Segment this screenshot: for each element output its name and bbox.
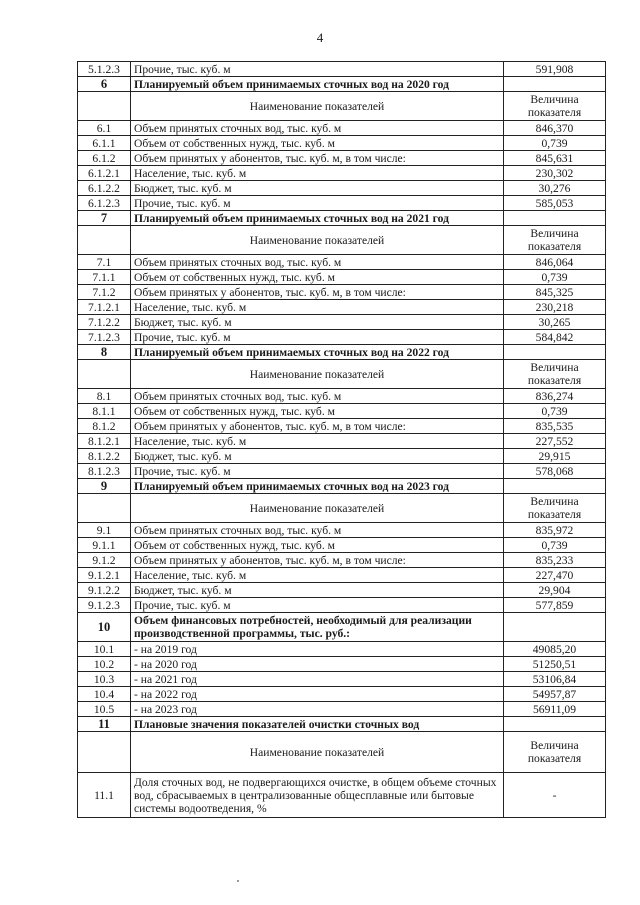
indicator-value-cell: 0,739	[504, 538, 606, 553]
indicator-name-cell: - на 2022 год	[131, 687, 504, 702]
row-number-cell: 5.1.2.3	[78, 62, 131, 77]
row-number-cell	[78, 92, 131, 121]
indicator-name-cell: Объем принятых у абонентов, тыс. куб. м, в том числе:	[131, 419, 504, 434]
indicator-name-cell: Объем принятых сточных вод, тыс. куб. м	[131, 255, 504, 270]
indicator-name-cell: Население, тыс. куб. м	[131, 434, 504, 449]
indicator-name-cell: Объем принятых сточных вод, тыс. куб. м	[131, 523, 504, 538]
indicator-name-cell: Бюджет, тыс. куб. м	[131, 583, 504, 598]
table-row	[78, 642, 606, 657]
indicator-value-cell: Величина показателя	[504, 494, 606, 523]
table-row	[78, 687, 606, 702]
row-number-cell: 8.1.2.1	[78, 434, 131, 449]
indicator-value-cell: 53106,84	[504, 672, 606, 687]
row-number-cell: 9.1.2.3	[78, 598, 131, 613]
table-row	[78, 181, 606, 196]
indicator-name-cell: Население, тыс. куб. м	[131, 166, 504, 181]
section-heading-row	[78, 613, 606, 642]
table-row	[78, 404, 606, 419]
indicator-value-cell: 51250,51	[504, 657, 606, 672]
indicator-value-cell: Величина показателя	[504, 92, 606, 121]
row-number-cell: 9	[78, 479, 131, 494]
indicator-value-cell: 835,535	[504, 419, 606, 434]
indicator-name-cell: Объем от собственных нужд, тыс. куб. м	[131, 270, 504, 285]
indicator-name-cell: Объем от собственных нужд, тыс. куб. м	[131, 538, 504, 553]
indicator-value-cell: 30,276	[504, 181, 606, 196]
indicator-name-cell: Объем принятых сточных вод, тыс. куб. м	[131, 121, 504, 136]
row-number-cell: 8.1.2.2	[78, 449, 131, 464]
row-number-cell: 8.1.2	[78, 419, 131, 434]
section-heading-row	[78, 479, 606, 494]
row-number-cell: 10	[78, 613, 131, 642]
table-row	[78, 270, 606, 285]
section-heading-row	[78, 77, 606, 92]
indicator-value-cell: 0,739	[504, 404, 606, 419]
indicator-name-cell: Планируемый объем принимаемых сточных вод на 2023 год	[131, 479, 504, 494]
section-heading-row	[78, 717, 606, 732]
row-number-cell: 10.5	[78, 702, 131, 717]
row-number-cell: 9.1	[78, 523, 131, 538]
row-number-cell: 6.1.2.3	[78, 196, 131, 211]
column-header-row	[78, 360, 606, 389]
indicator-name-cell: Наименование показателей	[131, 494, 504, 523]
column-header-row	[78, 92, 606, 121]
indicator-name-cell: Прочие, тыс. куб. м	[131, 330, 504, 345]
table-row	[78, 389, 606, 404]
indicator-value-cell: 227,470	[504, 568, 606, 583]
table-row	[78, 151, 606, 166]
page-number: 4	[316, 30, 324, 45]
indicator-name-cell: Наименование показателей	[131, 92, 504, 121]
indicator-value-cell: 835,233	[504, 553, 606, 568]
row-number-cell: 7.1.2.2	[78, 315, 131, 330]
indicator-name-cell: - на 2021 год	[131, 672, 504, 687]
indicator-name-cell: Бюджет, тыс. куб. м	[131, 181, 504, 196]
table-row	[78, 300, 606, 315]
indicator-value-cell: 836,274	[504, 389, 606, 404]
table-row	[78, 538, 606, 553]
indicator-value-cell: 0,739	[504, 270, 606, 285]
table-row	[78, 196, 606, 211]
table-row	[78, 419, 606, 434]
indicator-name-cell: Население, тыс. куб. м	[131, 568, 504, 583]
indicator-value-cell: Величина показателя	[504, 226, 606, 255]
indicator-value-cell: 835,972	[504, 523, 606, 538]
indicator-value-cell: 29,904	[504, 583, 606, 598]
row-number-cell: 11.1	[78, 773, 131, 818]
section-heading-row	[78, 345, 606, 360]
table-row	[78, 136, 606, 151]
indicator-value-cell	[504, 613, 606, 642]
row-number-cell	[78, 732, 131, 773]
indicator-name-cell: Планируемый объем принимаемых сточных вод на 2021 год	[131, 211, 504, 226]
indicator-name-cell: Прочие, тыс. куб. м	[131, 464, 504, 479]
table-row	[78, 121, 606, 136]
row-number-cell: 8.1.1	[78, 404, 131, 419]
indicator-value-cell: 54957,87	[504, 687, 606, 702]
row-number-cell	[78, 494, 131, 523]
indicator-value-cell: 0,739	[504, 136, 606, 151]
row-number-cell: 10.1	[78, 642, 131, 657]
table-row	[78, 166, 606, 181]
table-row	[78, 583, 606, 598]
row-number-cell: 7.1.2.3	[78, 330, 131, 345]
table-row	[78, 62, 606, 77]
indicator-value-cell: 846,370	[504, 121, 606, 136]
table-row	[78, 449, 606, 464]
indicator-name-cell: Плановые значения показателей очистки сточных вод	[131, 717, 504, 732]
row-number-cell: 7.1.2.1	[78, 300, 131, 315]
indicators-table	[77, 61, 606, 818]
indicator-value-cell	[504, 77, 606, 92]
indicator-name-cell: Наименование показателей	[131, 732, 504, 773]
row-number-cell: 6.1.2.2	[78, 181, 131, 196]
row-number-cell: 6.1.1	[78, 136, 131, 151]
row-number-cell	[78, 226, 131, 255]
indicator-value-cell: 846,064	[504, 255, 606, 270]
column-header-row	[78, 494, 606, 523]
indicator-value-cell: 845,631	[504, 151, 606, 166]
indicator-name-cell: Планируемый объем принимаемых сточных вод на 2020 год	[131, 77, 504, 92]
indicator-value-cell	[504, 345, 606, 360]
indicator-name-cell: Прочие, тыс. куб. м	[131, 196, 504, 211]
indicator-value-cell: 585,053	[504, 196, 606, 211]
row-number-cell: 9.1.2.1	[78, 568, 131, 583]
indicator-name-cell: Объем от собственных нужд, тыс. куб. м	[131, 136, 504, 151]
indicator-name-cell: Наименование показателей	[131, 360, 504, 389]
table-row	[78, 255, 606, 270]
table-row	[78, 657, 606, 672]
indicator-name-cell: Объем принятых у абонентов, тыс. куб. м, в том числе:	[131, 151, 504, 166]
table-row	[78, 523, 606, 538]
row-number-cell: 9.1.2.2	[78, 583, 131, 598]
indicator-value-cell: -	[504, 773, 606, 818]
indicator-value-cell: 591,908	[504, 62, 606, 77]
indicator-name-cell: - на 2023 год	[131, 702, 504, 717]
indicator-name-cell: Прочие, тыс. куб. м	[131, 62, 504, 77]
row-number-cell: 9.1.1	[78, 538, 131, 553]
indicator-name-cell: Объем от собственных нужд, тыс. куб. м	[131, 404, 504, 419]
indicator-name-cell: Объем принятых у абонентов, тыс. куб. м, в том числе:	[131, 285, 504, 300]
indicator-name-cell: Население, тыс. куб. м	[131, 300, 504, 315]
row-number-cell: 10.3	[78, 672, 131, 687]
indicator-value-cell: 577,859	[504, 598, 606, 613]
indicator-value-cell	[504, 717, 606, 732]
table-row	[78, 672, 606, 687]
indicator-value-cell: 230,218	[504, 300, 606, 315]
table-row	[78, 434, 606, 449]
row-number-cell: 7	[78, 211, 131, 226]
indicator-value-cell: 227,552	[504, 434, 606, 449]
indicator-value-cell: 29,915	[504, 449, 606, 464]
table-row	[78, 568, 606, 583]
indicator-value-cell: Величина показателя	[504, 360, 606, 389]
table-row	[78, 773, 606, 818]
indicator-value-cell: 56911,09	[504, 702, 606, 717]
scan-speck	[237, 880, 239, 882]
indicator-name-cell: Прочие, тыс. куб. м	[131, 598, 504, 613]
row-number-cell: 8	[78, 345, 131, 360]
row-number-cell: 7.1.1	[78, 270, 131, 285]
row-number-cell: 6.1.2.1	[78, 166, 131, 181]
indicator-name-cell: Объем финансовых потребностей, необходимый для реализации производственной программы, тыс. руб.:	[131, 613, 504, 642]
indicator-value-cell: 578,068	[504, 464, 606, 479]
row-number-cell: 10.4	[78, 687, 131, 702]
row-number-cell: 6	[78, 77, 131, 92]
table-row	[78, 598, 606, 613]
indicator-value-cell: 845,325	[504, 285, 606, 300]
indicator-name-cell: Бюджет, тыс. куб. м	[131, 449, 504, 464]
indicator-value-cell: 584,842	[504, 330, 606, 345]
table-row	[78, 330, 606, 345]
row-number-cell: 8.1	[78, 389, 131, 404]
indicator-name-cell: Наименование показателей	[131, 226, 504, 255]
indicator-name-cell: Объем принятых сточных вод, тыс. куб. м	[131, 389, 504, 404]
indicator-value-cell: 230,302	[504, 166, 606, 181]
indicator-value-cell	[504, 211, 606, 226]
indicator-name-cell: Доля сточных вод, не подвергающихся очистке, в общем объеме сточных вод, сбрасываемых в централизованные общесплавные или бытовые системы водоотведения, %	[131, 773, 504, 818]
indicator-value-cell: Величина показателя	[504, 732, 606, 773]
row-number-cell: 10.2	[78, 657, 131, 672]
row-number-cell: 8.1.2.3	[78, 464, 131, 479]
indicator-name-cell: - на 2020 год	[131, 657, 504, 672]
table-row	[78, 464, 606, 479]
indicator-name-cell: Планируемый объем принимаемых сточных вод на 2022 год	[131, 345, 504, 360]
table-row	[78, 315, 606, 330]
section-heading-row	[78, 211, 606, 226]
row-number-cell: 11	[78, 717, 131, 732]
indicator-value-cell	[504, 479, 606, 494]
indicator-name-cell: - на 2019 год	[131, 642, 504, 657]
table-row	[78, 553, 606, 568]
indicator-value-cell: 49085,20	[504, 642, 606, 657]
indicator-value-cell: 30,265	[504, 315, 606, 330]
indicator-name-cell: Бюджет, тыс. куб. м	[131, 315, 504, 330]
column-header-row	[78, 732, 606, 773]
row-number-cell: 6.1	[78, 121, 131, 136]
row-number-cell: 7.1.2	[78, 285, 131, 300]
row-number-cell: 7.1	[78, 255, 131, 270]
table-row	[78, 285, 606, 300]
table-row	[78, 702, 606, 717]
column-header-row	[78, 226, 606, 255]
indicator-name-cell: Объем принятых у абонентов, тыс. куб. м, в том числе:	[131, 553, 504, 568]
row-number-cell: 6.1.2	[78, 151, 131, 166]
row-number-cell: 9.1.2	[78, 553, 131, 568]
row-number-cell	[78, 360, 131, 389]
